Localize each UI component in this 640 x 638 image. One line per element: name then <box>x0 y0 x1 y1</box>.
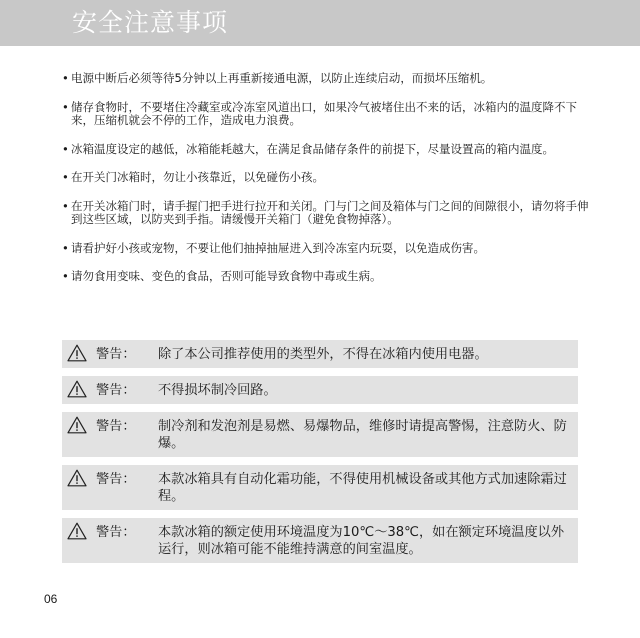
warning-text: 不得损坏制冷回路。 <box>158 383 277 398</box>
warning-triangle-icon <box>67 416 87 434</box>
list-item <box>62 242 592 256</box>
bullet-dot: • <box>62 71 69 85</box>
bullet-text: 在开关门冰箱时，勿让小孩靠近，以免碰伤小孩。 <box>71 170 324 184</box>
warning-text: 本款冰箱具有自动化霜功能，不得使用机械设备或其他方式加速除霜过程。 <box>158 472 567 504</box>
warning-label: 警告： <box>96 347 136 362</box>
bullet-dot: • <box>62 141 69 156</box>
warning-triangle-icon <box>67 469 87 487</box>
warning-triangle-icon <box>67 522 87 540</box>
bullet-dot: • <box>62 198 69 213</box>
bullet-text: 冰箱温度设定的越低，冰箱能耗越大，在满足食品储存条件的前提下，尽量设置高的箱内温度。 <box>71 141 554 156</box>
warning-label: 警告： <box>96 525 136 540</box>
safety-bullet-list <box>62 72 592 299</box>
warning-box <box>62 518 578 563</box>
bullet-dot: • <box>62 170 69 184</box>
warning-text: 除了本公司推荐使用的类型外，不得在冰箱内使用电器。 <box>158 347 488 362</box>
list-item <box>62 101 592 128</box>
bullet-text: 请勿食用变味、变色的食品，否则可能导致食物中毒或生病。 <box>71 269 382 283</box>
bullet-dot: • <box>62 240 69 255</box>
warning-box <box>62 412 578 457</box>
warning-box <box>62 465 578 510</box>
warning-label: 警告： <box>96 419 136 434</box>
list-item <box>62 171 592 185</box>
list-item <box>62 72 592 86</box>
bullet-text: 电源中断后必须等待5分钟以上再重新接通电源，以防止连续启动，而损坏压缩机。 <box>71 71 493 85</box>
warning-triangle-icon <box>67 380 87 398</box>
bullet-dot: • <box>62 99 69 114</box>
bullet-text: 在开关冰箱门时，请手握门把手进行拉开和关闭。门与门之间及箱体与门之间的间隙很小，请勿将手伸到这些区域，以防夹到手指。请缓慢开关箱门（避免食物掉落）。 <box>71 198 589 226</box>
page-number: 06 <box>44 592 58 606</box>
warning-box <box>62 376 578 404</box>
bullet-text: 请看护好小孩或宠物，不要让他们抽掉抽屉进入到冷冻室内玩耍，以免造成伤害。 <box>71 240 485 255</box>
list-item <box>62 270 592 284</box>
bullet-dot: • <box>62 269 69 283</box>
list-item <box>62 200 592 227</box>
bullet-text: 储存食物时，不要堵住冷藏室或冷冻室风道出口，如果冷气被堵住出不来的话，冰箱内的温度降不下来，压缩机就会不停的工作，造成电力浪费。 <box>71 99 577 127</box>
warning-box <box>62 340 578 368</box>
warning-text: 本款冰箱的额定使用环境温度为10℃～38℃，如在额定环境温度以外运行，则冰箱可能不能维持满意的间室温度。 <box>158 525 565 557</box>
list-item <box>62 143 592 157</box>
warning-text: 制冷剂和发泡剂是易燃、易爆物品，维修时请提高警惕，注意防火、防爆。 <box>158 419 567 451</box>
warning-list <box>62 340 578 571</box>
warning-label: 警告： <box>96 383 136 398</box>
warning-triangle-icon <box>67 344 87 362</box>
header-bar <box>0 0 640 46</box>
page-title: 安全注意事项 <box>72 8 229 37</box>
warning-label: 警告： <box>96 472 136 487</box>
